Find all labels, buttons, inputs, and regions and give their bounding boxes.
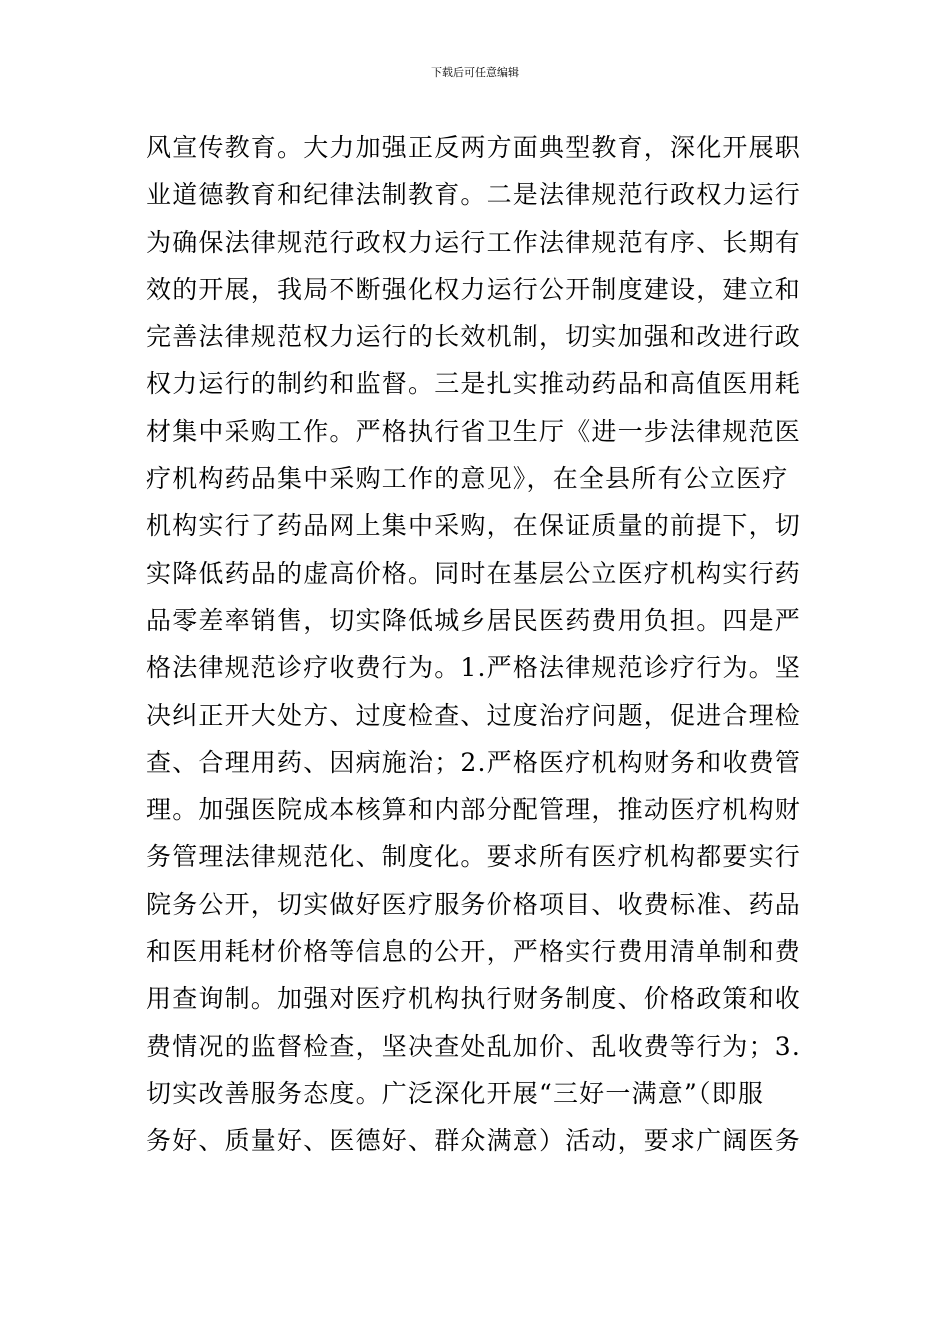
text-line: 查、合理用药、因病施治；2.严格医疗机构财务和收费管 xyxy=(146,747,802,777)
text-line: 理。加强医院成本核算和内部分配管理，推动医疗机构财 xyxy=(146,795,802,825)
body-text xyxy=(146,124,816,1165)
text-line: 实降低药品的虚高价格。同时在基层公立医疗机构实行药 xyxy=(146,558,802,588)
text-line: 效的开展，我局不断强化权力运行公开制度建设，建立和 xyxy=(146,274,802,304)
text-line: 和医用耗材价格等信息的公开，严格实行费用清单制和费 xyxy=(146,937,802,967)
text-line: 品零差率销售，切实降低城乡居民医药费用负担。四是严 xyxy=(146,605,802,635)
text-line: 机构实行了药品网上集中采购，在保证质量的前提下，切 xyxy=(146,511,802,541)
text-line: 为确保法律规范行政权力运行工作法律规范有序、长期有 xyxy=(146,227,802,257)
text-line: 决纠正开大处方、过度检查、过度治疗问题，促进合理检 xyxy=(146,700,802,730)
text-line: 费情况的监督检查，坚决查处乱加价、乱收费等行为；3. xyxy=(146,1031,802,1061)
text-line: 切实改善服务态度。广泛深化开展“三好一满意”（即服 xyxy=(146,1078,765,1108)
text-line: 务管理法律规范化、制度化。要求所有医疗机构都要实行 xyxy=(146,842,802,872)
page-header-note: 下载后可任意编辑 xyxy=(431,66,519,79)
text-line: 完善法律规范权力运行的长效机制，切实加强和改进行政 xyxy=(146,322,802,352)
text-line: 院务公开，切实做好医疗服务价格项目、收费标准、药品 xyxy=(146,889,802,919)
text-line: 权力运行的制约和监督。三是扎实推动药品和高值医用耗 xyxy=(146,369,802,399)
text-line: 格法律规范诊疗收费行为。1.严格法律规范诊疗行为。坚 xyxy=(146,653,802,683)
text-line: 疗机构药品集中采购工作的意见》，在全县所有公立医疗 xyxy=(146,464,789,494)
text-line: 务好、质量好、医德好、群众满意）活动，要求广阔医务 xyxy=(146,1126,802,1156)
text-line: 业道德教育和纪律法制教育。二是法律规范行政权力运行 xyxy=(146,180,802,210)
text-line: 用查询制。加强对医疗机构执行财务制度、价格政策和收 xyxy=(146,984,802,1014)
text-line: 风宣传教育。大力加强正反两方面典型教育，深化开展职 xyxy=(146,133,802,162)
text-line: 材集中采购工作。严格执行省卫生厅《进一步法律规范医 xyxy=(146,416,802,446)
